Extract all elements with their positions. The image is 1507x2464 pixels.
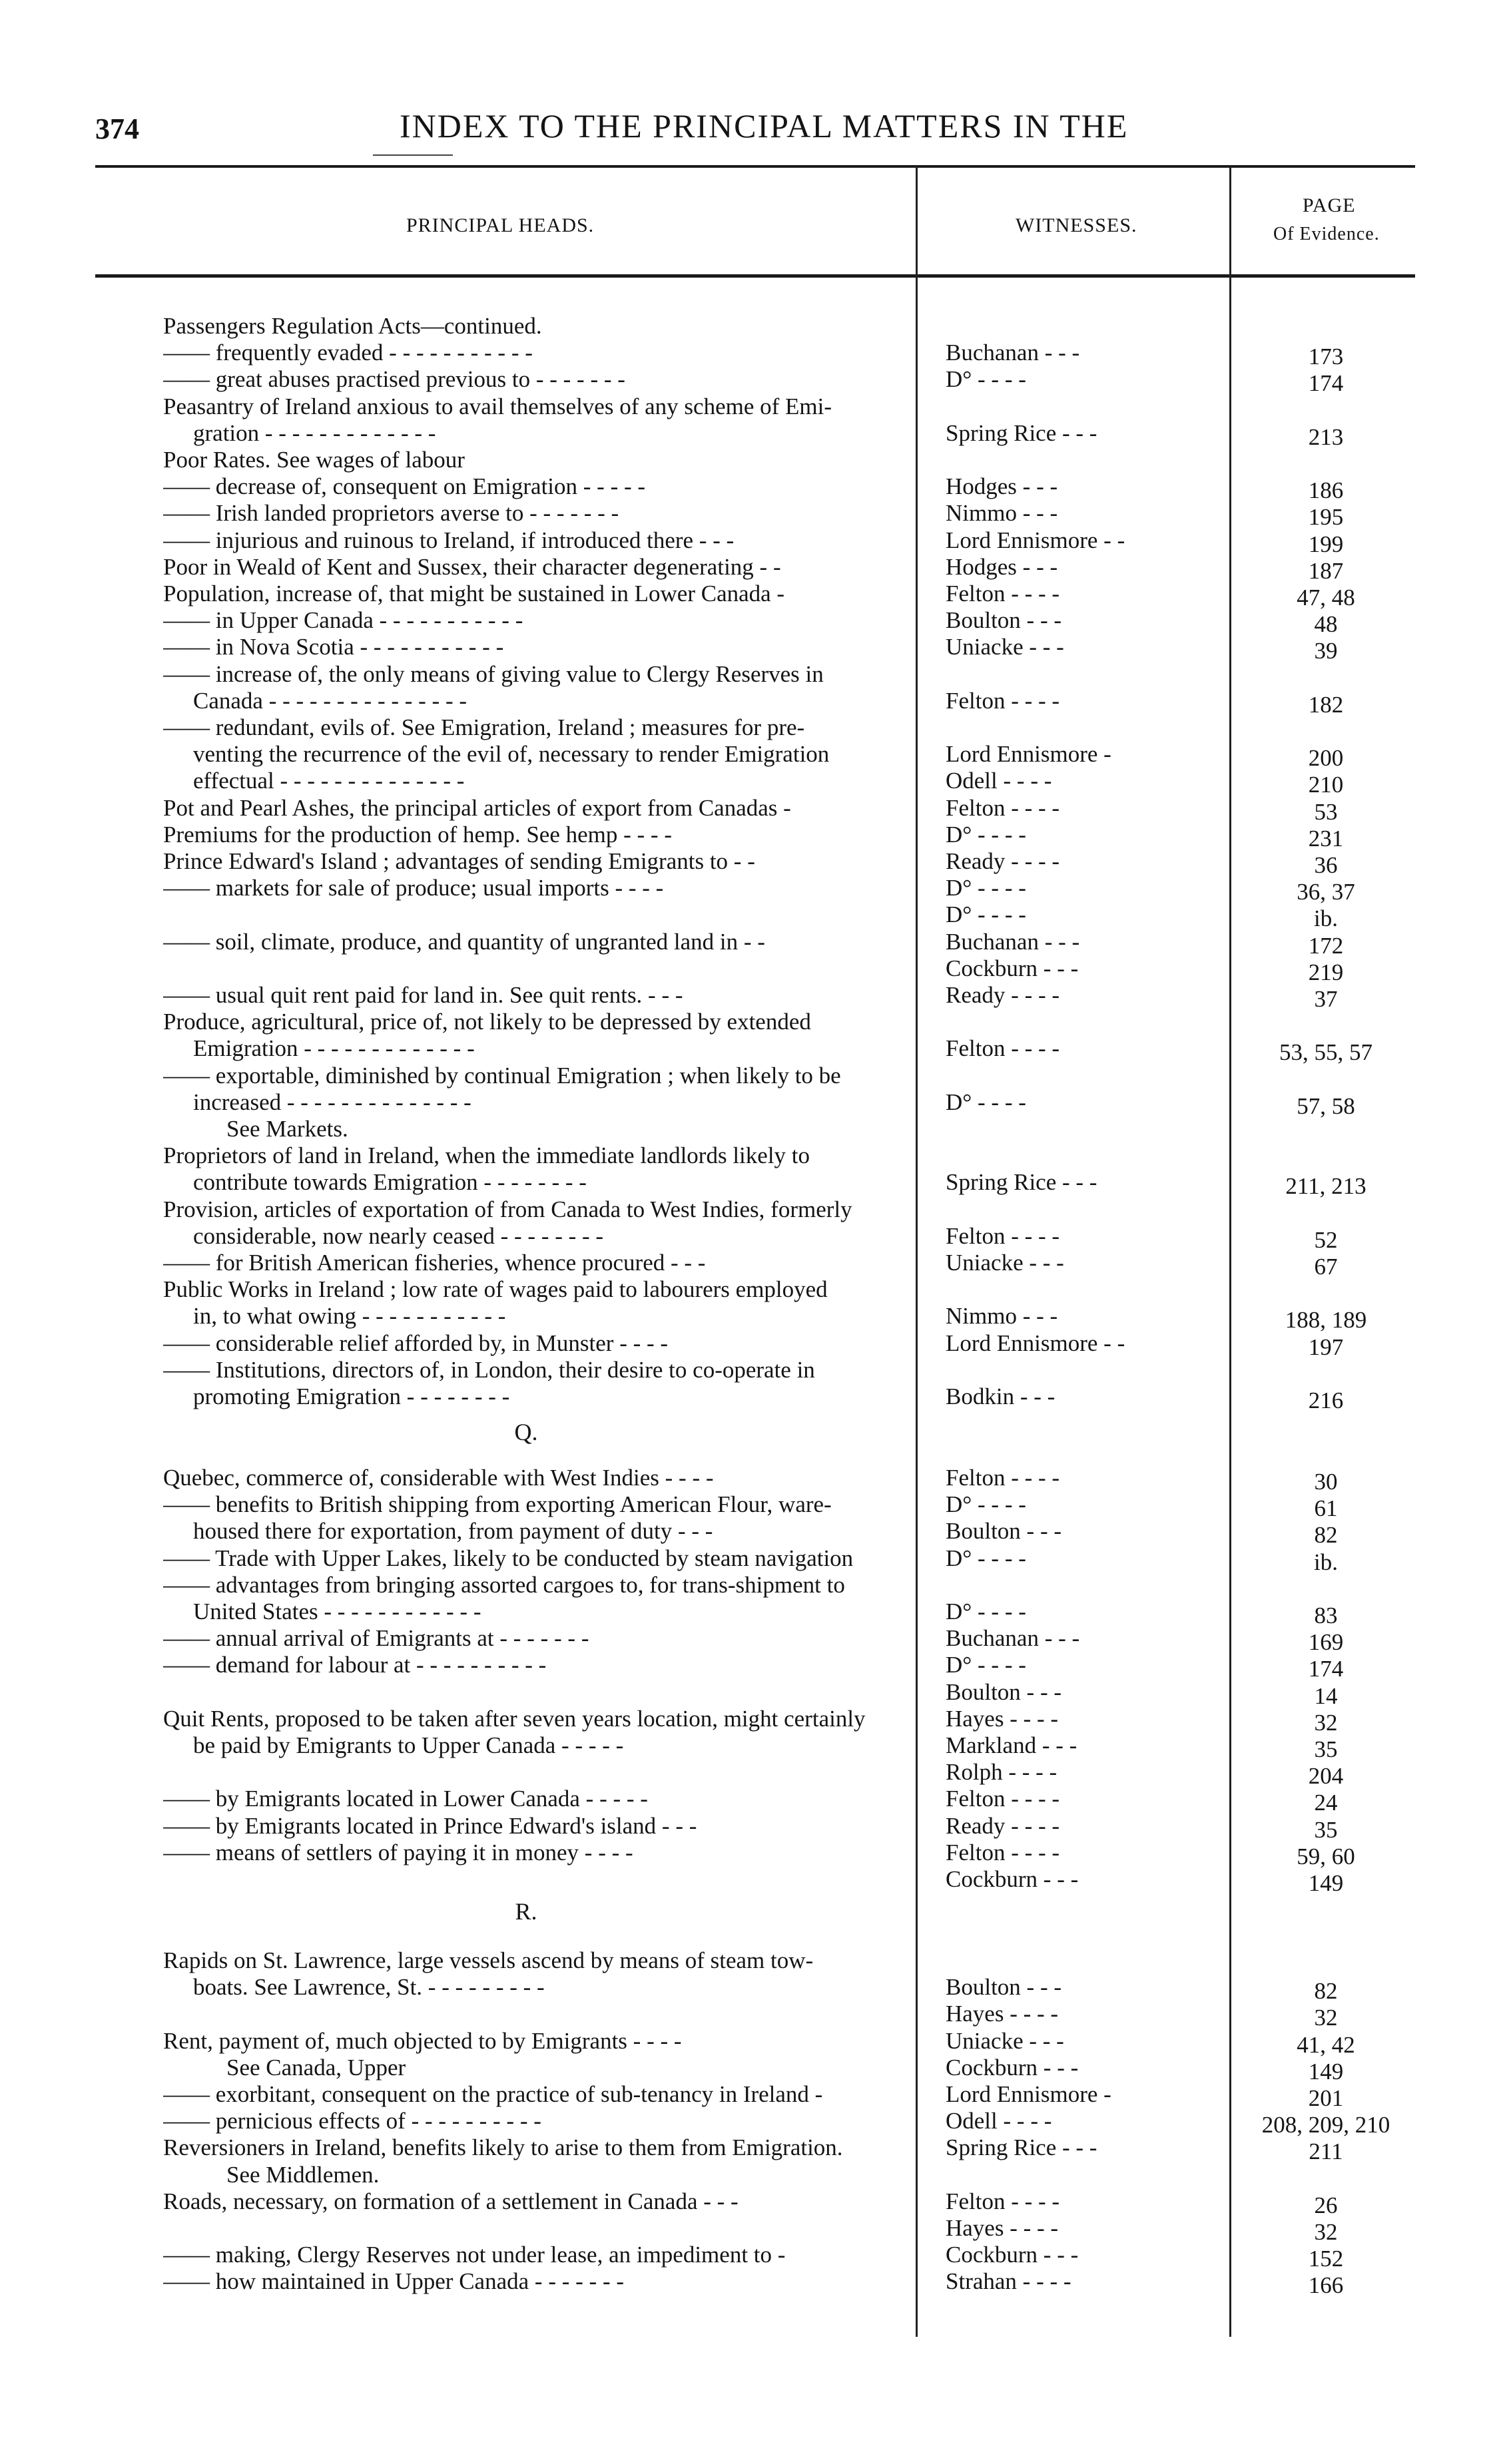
entry-witness: Spring Rice - - -: [946, 2134, 1097, 2161]
entry-witness: Lord Ennismore -: [946, 741, 1111, 768]
entry-heading: Premiums for the production of hemp. See hemp - - - -: [163, 821, 672, 848]
entry-witness: Spring Rice - - -: [946, 419, 1097, 446]
title-underline: [373, 154, 453, 156]
index-entry: [0, 1839, 1507, 1869]
entry-witness: Strahan - - - -: [946, 2268, 1071, 2295]
entry-heading: —— decrease of, consequent on Emigration - - - - -: [163, 473, 646, 500]
entry-heading: considerable, now nearly ceased - - - - - - - -: [193, 1222, 604, 1249]
entry-witness: Nimmo - - -: [946, 1303, 1058, 1330]
index-entry: [0, 1116, 1507, 1142]
entry-page: 211: [1309, 2138, 1343, 2165]
entry-page: 24: [1314, 1790, 1338, 1816]
entry-heading: —— Trade with Upper Lakes, likely to be conducted by steam navigation: [163, 1545, 854, 1571]
entry-heading: —— injurious and ruinous to Ireland, if introduced there - - -: [163, 527, 735, 553]
entry-heading: See Markets.: [226, 1116, 348, 1142]
entry-page: 57, 58: [1297, 1093, 1355, 1119]
entry-page: ib.: [1314, 1549, 1338, 1575]
entry-witness: Uniacke - - -: [946, 1250, 1064, 1276]
entry-witness: Uniacke - - -: [946, 2027, 1064, 2054]
entry-heading: effectual - - - - - - - - - - - - - -: [193, 768, 465, 794]
entry-witness: D° - - - -: [946, 1545, 1026, 1571]
entry-page: 213: [1308, 423, 1344, 450]
entry-heading: —— making, Clergy Reserves not under lease, an impediment to -: [163, 2242, 786, 2268]
entry-heading: Population, increase of, that might be sustained in Lower Canada -: [163, 581, 785, 607]
entry-page: 166: [1308, 2272, 1344, 2299]
entry-witness: Ready - - - -: [946, 848, 1060, 874]
entry-witness: Cockburn - - -: [946, 2242, 1079, 2268]
entry-heading: Rapids on St. Lawrence, large vessels ascend by means of steam tow-: [163, 1947, 814, 1973]
entry-heading: —— by Emigrants located in Prince Edward's island - - -: [163, 1812, 697, 1839]
entry-page: 53, 55, 57: [1279, 1039, 1372, 1066]
index-entry: [0, 687, 1507, 718]
index-entry: [0, 553, 1507, 584]
entry-heading: —— frequently evaded - - - - - - - - - - -: [163, 340, 533, 366]
entry-page: 200: [1308, 745, 1344, 772]
index-entry: [0, 2268, 1507, 2299]
index-entry: [0, 955, 1507, 985]
index-entry: [0, 1812, 1507, 1843]
entry-heading: —— increase of, the only means of giving value to Clergy Reserves in: [163, 660, 824, 687]
entry-page: 188, 189: [1285, 1307, 1367, 1334]
entry-witness: Felton - - - -: [946, 1786, 1060, 1812]
entry-page: 204: [1308, 1763, 1344, 1790]
entry-heading: —— considerable relief afforded by, in Munster - - - -: [163, 1330, 669, 1356]
entry-witness: Cockburn - - -: [946, 2054, 1079, 2081]
index-entry: [0, 393, 1507, 420]
entry-witness: Cockburn - - -: [946, 955, 1079, 981]
entry-page: 14: [1314, 1682, 1338, 1709]
entry-heading: Quebec, commerce of, considerable with West Indies - - - -: [163, 1465, 714, 1491]
entry-heading: Reversioners in Ireland, benefits likely to arise to them from Emigration.: [163, 2134, 843, 2161]
entry-witness: Odell - - - -: [946, 2108, 1052, 2134]
entry-heading: —— soil, climate, produce, and quantity of ungranted land in - -: [163, 928, 765, 955]
entry-witness: Buchanan - - -: [946, 340, 1080, 366]
entry-witness: Felton - - - -: [946, 1465, 1060, 1491]
entry-page: 149: [1308, 2058, 1344, 2085]
entry-witness: Felton - - - -: [946, 687, 1060, 714]
entry-witness: Rolph - - - -: [946, 1759, 1057, 1786]
entry-page: 216: [1308, 1387, 1344, 1413]
entry-heading: —— for British American fisheries, whence procured - - -: [163, 1250, 706, 1276]
entry-page: 47, 48: [1297, 585, 1355, 611]
entry-heading: Pot and Pearl Ashes, the principal articles of export from Canadas -: [163, 794, 791, 821]
entry-witness: Boulton - - -: [946, 607, 1062, 634]
entry-heading: —— great abuses practised previous to - - - - - - -: [163, 366, 625, 393]
index-entry: [0, 661, 1507, 688]
index-entry: [0, 1465, 1507, 1495]
entry-page: 61: [1314, 1495, 1338, 1522]
entry-page: 67: [1314, 1254, 1338, 1280]
entry-page: 36, 37: [1297, 879, 1355, 905]
index-entry: [0, 2215, 1507, 2245]
index-entry: [0, 527, 1507, 557]
entry-heading: See Canada, Upper: [226, 2054, 406, 2081]
entry-page: 32: [1314, 2005, 1338, 2031]
entry-heading: Provision, articles of exportation of from Canada to West Indies, formerly: [163, 1196, 852, 1222]
section-heading-q: Q.: [514, 1419, 538, 1445]
entry-witness: D° - - - -: [946, 901, 1026, 928]
entry-heading: See Middlemen.: [226, 2161, 380, 2188]
index-entry: [0, 500, 1507, 531]
entry-heading: —— how maintained in Upper Canada - - - - - - -: [163, 2268, 625, 2295]
index-entry: [0, 1652, 1507, 1682]
index-entry: [0, 2242, 1507, 2272]
entry-heading: Quit Rents, proposed to be taken after seven years location, might certainly: [163, 1705, 866, 1732]
entry-page: 211, 213: [1285, 1173, 1366, 1200]
index-entry: [0, 2108, 1507, 2138]
entry-heading: Poor Rates. See wages of labour: [163, 447, 465, 473]
entry-page: 149: [1308, 1870, 1344, 1896]
entry-heading: —— by Emigrants located in Lower Canada - - - - -: [163, 1786, 648, 1812]
index-entry: [0, 848, 1507, 878]
entry-witness: Boulton - - -: [946, 1518, 1062, 1545]
table-header-rule: [95, 274, 1415, 278]
index-entry: [0, 1222, 1507, 1253]
index-entry: [0, 1518, 1507, 1549]
index-entry: [0, 1169, 1507, 1200]
entry-heading: housed there for exportation, from payment of duty - - -: [193, 1518, 713, 1545]
entry-witness: Felton - - - -: [946, 581, 1060, 607]
entry-page: 201: [1308, 2085, 1344, 2111]
index-entry: [0, 1491, 1507, 1522]
index-entry: [0, 875, 1507, 905]
index-entry: [0, 1276, 1507, 1303]
index-entry: [0, 1947, 1507, 1974]
entry-heading: —— redundant, evils of. See Emigration, Ireland ; measures for pre-: [163, 714, 805, 740]
entry-page: 195: [1308, 504, 1344, 531]
index-entry: [0, 1063, 1507, 1089]
index-entry: [0, 634, 1507, 664]
entry-witness: Felton - - - -: [946, 1035, 1060, 1062]
entry-page: 26: [1314, 2192, 1338, 2218]
table-top-rule: [95, 165, 1415, 168]
index-entry: [0, 447, 1507, 473]
entry-page: 172: [1308, 932, 1344, 959]
index-entry: [0, 1383, 1507, 1413]
entry-heading: —— markets for sale of produce; usual imports - - - -: [163, 875, 664, 901]
entry-page: 37: [1314, 986, 1338, 1012]
entry-heading: —— benefits to British shipping from exporting American Flour, ware-: [163, 1491, 832, 1518]
entry-page: 32: [1314, 2219, 1338, 2245]
running-title: INDEX TO THE PRINCIPAL MATTERS IN THE: [400, 107, 1129, 144]
index-entry: [0, 741, 1507, 772]
index-entry: [0, 2134, 1507, 2165]
entry-heading: —— advantages from bringing assorted cargoes to, for trans-shipment to: [163, 1571, 845, 1598]
index-entry: [0, 1599, 1507, 1628]
entry-page: 52: [1314, 1226, 1338, 1253]
entry-witness: Hayes - - - -: [946, 2215, 1059, 2241]
entry-page: 169: [1308, 1629, 1344, 1656]
index-entry: [0, 901, 1507, 932]
entry-witness: Ready - - - -: [946, 982, 1060, 1008]
entry-witness: Nimmo - - -: [946, 500, 1058, 527]
entry-page: 41, 42: [1297, 2031, 1355, 2058]
entry-witness: Markland - - -: [946, 1732, 1077, 1758]
index-entry: [0, 1732, 1507, 1762]
entry-page: 83: [1314, 1602, 1338, 1628]
index-entry: [0, 714, 1507, 741]
index-entry: [0, 1678, 1507, 1709]
entry-witness: Felton - - - -: [946, 1222, 1060, 1249]
index-entry: [0, 1786, 1507, 1816]
entry-heading: —— means of settlers of paying it in money - - - -: [163, 1839, 633, 1865]
index-entry: [0, 2081, 1507, 2111]
index-entry: [0, 1196, 1507, 1223]
index-entry: [0, 581, 1507, 611]
entry-heading: Peasantry of Ireland anxious to avail themselves of any scheme of Emi-: [163, 393, 832, 419]
entry-witness: Spring Rice - - -: [946, 1169, 1097, 1196]
entry-page: 82: [1314, 1522, 1338, 1549]
index-entry: [0, 794, 1507, 825]
entry-page: 36: [1314, 852, 1338, 878]
index-entry: [0, 1250, 1507, 1280]
index-entry: [0, 2001, 1507, 2031]
entry-witness: Felton - - - -: [946, 794, 1060, 821]
entry-witness: Hayes - - - -: [946, 1705, 1059, 1732]
column-header-page: PAGE: [1303, 194, 1356, 216]
index-entry: [0, 2054, 1507, 2085]
entry-heading: Roads, necessary, on formation of a settlement in Canada - - -: [163, 2188, 739, 2214]
entry-heading: —— usual quit rent paid for land in. See quit rents. - - -: [163, 982, 683, 1008]
entry-page: 231: [1308, 825, 1344, 852]
entry-witness: Felton - - - -: [946, 2188, 1060, 2214]
entry-witness: Odell - - - -: [946, 768, 1052, 794]
index-entry: [0, 1009, 1507, 1035]
entry-page: 210: [1308, 772, 1344, 798]
entry-heading: Proprietors of land in Ireland, when the immediate landlords likely to: [163, 1142, 810, 1169]
index-entry: [0, 1572, 1507, 1599]
entry-witness: Felton - - - -: [946, 1839, 1060, 1865]
entry-page: 208, 209, 210: [1261, 2112, 1390, 2138]
entry-heading: —— pernicious effects of - - - - - - - - - -: [163, 2108, 541, 2134]
section-heading-r: R.: [515, 1898, 537, 1925]
entry-heading: be paid by Emigrants to Upper Canada - - - - -: [193, 1732, 624, 1758]
entry-witness: Ready - - - -: [946, 1812, 1060, 1839]
index-entry: [0, 473, 1507, 504]
index-entry: [0, 340, 1507, 370]
entry-page: 182: [1308, 691, 1344, 718]
entry-witness: D° - - - -: [946, 1652, 1026, 1678]
index-entry: [0, 607, 1507, 638]
entry-page: 35: [1314, 1816, 1338, 1843]
entry-witness: Buchanan - - -: [946, 1625, 1080, 1652]
entry-heading: boats. See Lawrence, St. - - - - - - - - -: [193, 1974, 545, 2001]
index-entry: [0, 2188, 1507, 2218]
entry-page: 59, 60: [1297, 1843, 1355, 1869]
index-entry: [0, 982, 1507, 1012]
index-entry: [0, 2027, 1507, 2058]
entry-page: 174: [1308, 1656, 1344, 1682]
entry-witness: Boulton - - -: [946, 1678, 1062, 1705]
index-entry: [0, 419, 1507, 450]
entry-heading: Passengers Regulation Acts—continued.: [163, 313, 542, 339]
entry-page: 187: [1308, 557, 1344, 584]
entry-heading: —— annual arrival of Emigrants at - - - - - - -: [163, 1625, 589, 1652]
entry-witness: Buchanan - - -: [946, 928, 1080, 955]
index-entry: [0, 1303, 1507, 1334]
entry-witness: Lord Ennismore - -: [946, 527, 1125, 553]
index-entry: [0, 1357, 1507, 1383]
entry-heading: venting the recurrence of the evil of, necessary to render Emigration: [193, 741, 830, 768]
entry-heading: in, to what owing - - - - - - - - - - -: [193, 1303, 506, 1330]
index-entry: [0, 1545, 1507, 1575]
entry-heading: United States - - - - - - - - - - - -: [193, 1599, 481, 1624]
entry-page: 173: [1308, 344, 1344, 370]
entry-page: 48: [1314, 611, 1338, 638]
index-entry: [0, 1089, 1507, 1119]
index-entry: [0, 366, 1507, 397]
entry-heading: Public Works in Ireland ; low rate of wages paid to labourers employed: [163, 1276, 828, 1303]
entry-heading: Emigration - - - - - - - - - - - - -: [193, 1035, 475, 1062]
entry-page: 39: [1314, 638, 1338, 664]
index-entry: [0, 1035, 1507, 1066]
entry-witness: Uniacke - - -: [946, 634, 1064, 660]
entry-witness: Lord Ennismore -: [946, 2081, 1111, 2107]
index-entry: [0, 2162, 1507, 2188]
entry-witness: Hodges - - -: [946, 553, 1058, 580]
index-entry: [0, 1625, 1507, 1656]
column-header-of-evidence: Of Evidence.: [1273, 224, 1380, 244]
entry-page: 53: [1314, 798, 1338, 825]
index-entry: [0, 1866, 1507, 1896]
entry-witness: D° - - - -: [946, 1089, 1026, 1115]
column-header-principal-heads: PRINCIPAL HEADS.: [406, 214, 595, 236]
entry-page: 82: [1314, 1978, 1338, 2005]
index-entry: [0, 1705, 1507, 1736]
entry-page: 30: [1314, 1469, 1338, 1495]
entry-page: 197: [1308, 1334, 1344, 1360]
entry-witness: Cockburn - - -: [946, 1866, 1079, 1892]
index-entry: [0, 1759, 1507, 1790]
entry-witness: D° - - - -: [946, 821, 1026, 848]
entry-heading: —— in Nova Scotia - - - - - - - - - - -: [163, 634, 504, 660]
entry-heading: —— exorbitant, consequent on the practice of sub-tenancy in Ireland -: [163, 2081, 823, 2107]
page-number: 374: [95, 113, 139, 145]
entry-witness: D° - - - -: [946, 1599, 1026, 1624]
index-entry: [0, 928, 1507, 959]
entry-heading: —— in Upper Canada - - - - - - - - - - -: [163, 607, 523, 634]
entry-witness: Lord Ennismore - -: [946, 1330, 1125, 1356]
entry-witness: Hayes - - - -: [946, 2001, 1059, 2027]
entry-page: 35: [1314, 1736, 1338, 1762]
entry-page: 219: [1308, 959, 1344, 985]
entry-witness: Hodges - - -: [946, 473, 1058, 500]
entry-heading: increased - - - - - - - - - - - - - -: [193, 1089, 471, 1115]
entry-heading: —— Institutions, directors of, in London, their desire to co-operate in: [163, 1356, 815, 1383]
index-entry: [0, 821, 1507, 852]
index-entry: [0, 1330, 1507, 1360]
index-entry: [0, 313, 1507, 340]
entry-heading: promoting Emigration - - - - - - - -: [193, 1383, 510, 1409]
entry-page: 174: [1308, 370, 1344, 397]
entry-page: 199: [1308, 531, 1344, 557]
index-entry: [0, 1974, 1507, 2005]
entry-page: 32: [1314, 1709, 1338, 1736]
entry-heading: Rent, payment of, much objected to by Emigrants - - - -: [163, 2027, 682, 2054]
entry-witness: Bodkin - - -: [946, 1383, 1055, 1409]
entry-heading: Produce, agricultural, price of, not likely to be depressed by extended: [163, 1009, 811, 1035]
entry-witness: Boulton - - -: [946, 1974, 1062, 2001]
entry-page: 186: [1308, 477, 1344, 504]
entry-page: 152: [1308, 2246, 1344, 2272]
entry-witness: D° - - - -: [946, 1491, 1026, 1518]
entry-heading: gration - - - - - - - - - - - - -: [193, 419, 436, 446]
entry-heading: Prince Edward's Island ; advantages of sending Emigrants to - -: [163, 848, 755, 874]
entry-heading: contribute towards Emigration - - - - - - - -: [193, 1169, 587, 1196]
index-entry: [0, 1142, 1507, 1169]
entry-witness: D° - - - -: [946, 366, 1026, 393]
entry-heading: —— Irish landed proprietors averse to - - - - - - -: [163, 500, 619, 527]
entry-heading: —— exportable, diminished by continual Emigration ; when likely to be: [163, 1062, 841, 1089]
index-entry: [0, 768, 1507, 798]
entry-heading: —— demand for labour at - - - - - - - - - -: [163, 1652, 547, 1678]
entry-heading: Poor in Weald of Kent and Sussex, their character degenerating - -: [163, 553, 781, 580]
entry-page: ib.: [1314, 905, 1338, 932]
column-header-witnesses: WITNESSES.: [1016, 214, 1137, 236]
entry-heading: Canada - - - - - - - - - - - - - - -: [193, 687, 467, 714]
entry-witness: D° - - - -: [946, 875, 1026, 901]
